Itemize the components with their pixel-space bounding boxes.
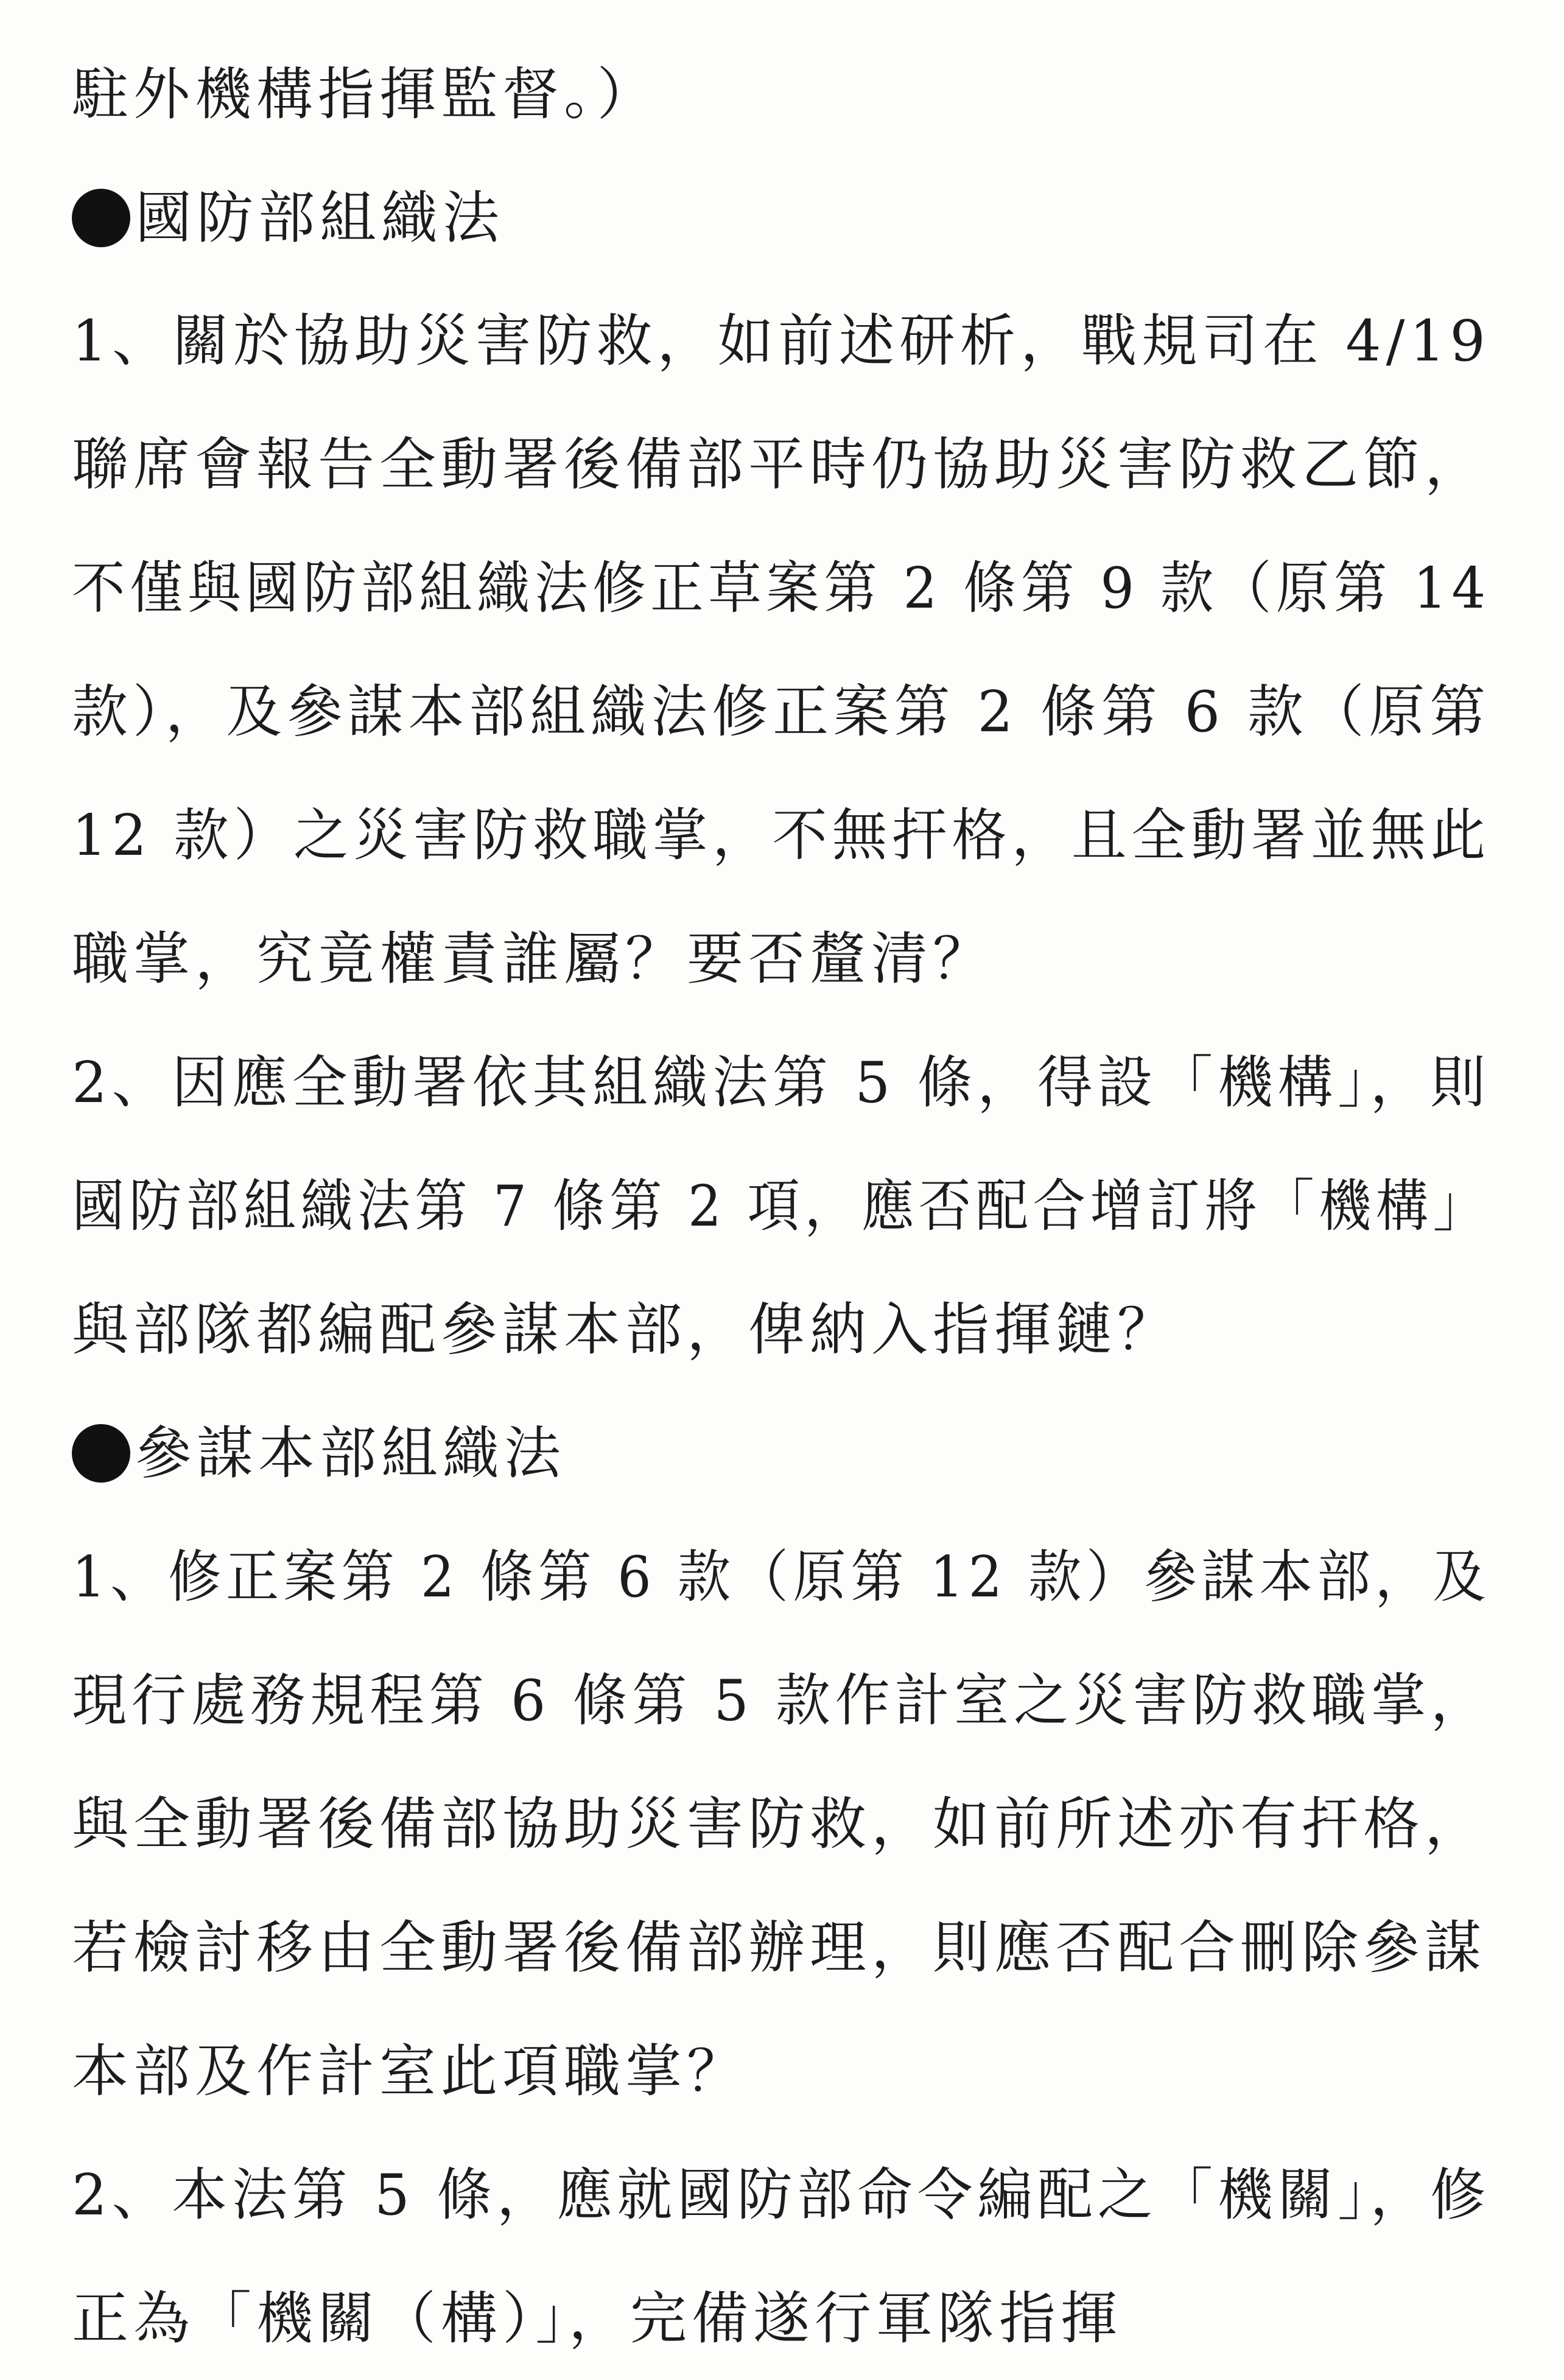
text-line: 1、關於協助災害防救，如前述研析，戰規司在 4/19 <box>72 308 1490 374</box>
text-line: 本部及作計室此項職掌？ <box>72 2038 748 2104</box>
section-heading-text: 國防部組織法 <box>135 185 504 251</box>
text-line: 駐外機構指揮監督。） <box>72 61 659 127</box>
section-heading-text: 參謀本部組織法 <box>135 1420 566 1486</box>
text-line: 聯席會報告全動署後備部平時仍協助災害防救乙節， <box>72 432 1486 497</box>
text-line: 12 款）之災害防救職掌，不無扞格，且全動署並無此 <box>72 802 1490 868</box>
text-line: 正為「機關（構）」，完備遂行軍隊指揮 <box>72 2286 1122 2351</box>
text-line: 國防部組織法第 7 條第 2 項，應否配合增訂將「機構」 <box>72 1173 1490 1239</box>
text-line: 1、修正案第 2 條第 6 款（原第 12 款）參謀本部，及 <box>72 1544 1491 1610</box>
text-line: 與全動署後備部協助災害防救，如前所述亦有扞格， <box>72 1791 1486 1857</box>
text-line: 若檢討移由全動署後備部辦理，則應否配合刪除參謀 <box>72 1915 1486 1981</box>
bullet-icon <box>72 1424 130 1483</box>
text-line: 現行處務規程第 6 條第 5 款作計室之災害防救職掌， <box>72 1668 1490 1733</box>
bullet-icon <box>72 189 130 247</box>
text-line: 不僅與國防部組織法修正草案第 2 條第 9 款（原第 14 <box>72 555 1490 621</box>
text-line: 款），及參謀本部組織法修正案第 2 條第 6 款（原第 <box>72 679 1491 745</box>
text-line: 2、本法第 5 條，應就國防部命令編配之「機關」，修 <box>72 2162 1490 2228</box>
text-line: 與部隊都編配參謀本部，俾納入指揮鏈？ <box>72 1297 1179 1363</box>
text-line: 2、因應全動署依其組織法第 5 條，得設「機構」，則 <box>72 1050 1490 1115</box>
section-heading-general-staff-org-act <box>72 1417 1490 1490</box>
text-line: 職掌，究竟權責誰屬？要否釐清？ <box>72 926 994 992</box>
section-heading-defense-ministry-org-act <box>72 181 1490 254</box>
